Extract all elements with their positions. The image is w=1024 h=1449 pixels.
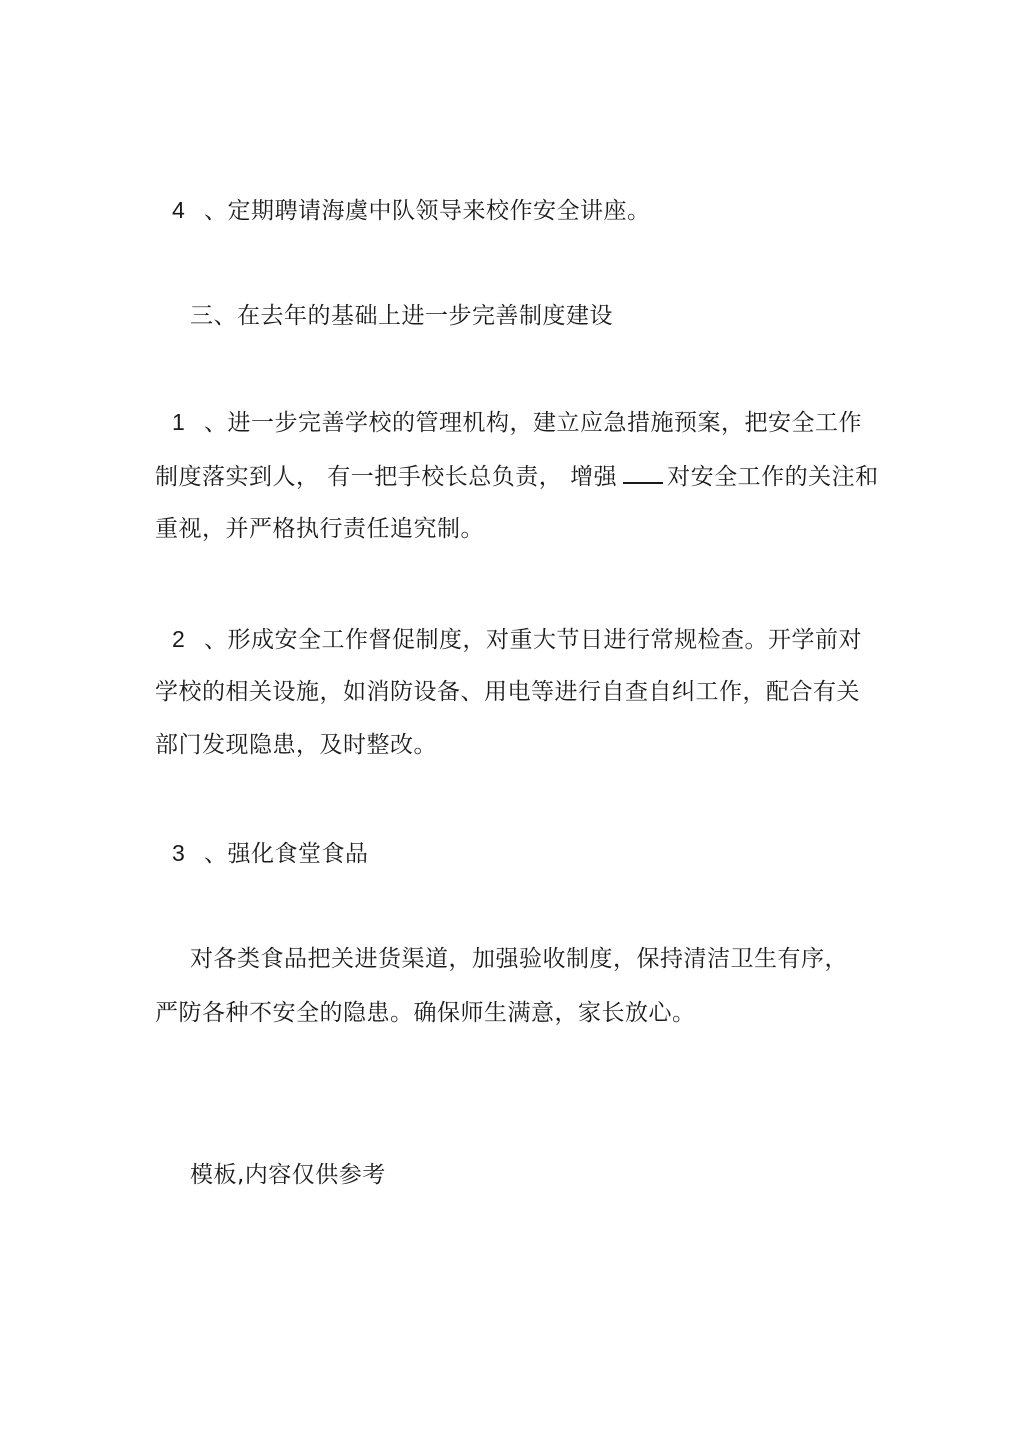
item-2-line-3: 部门发现隐患，及时整改。 <box>155 732 437 758</box>
item-2-line-2: 学校的相关设施，如消防设备、用电等进行自查自纠工作，配合有关 <box>155 679 860 705</box>
item-1-number: 1 <box>172 409 186 435</box>
item-3-text: 、强化食堂食品 <box>204 841 369 867</box>
item-2-number: 2 <box>172 626 186 652</box>
item-1-text-2a: 制度落实到人， 有一把手校长总负责， 增强 <box>155 464 618 490</box>
section-3-heading: 三、在去年的基础上进一步完善制度建设 <box>190 303 613 329</box>
item-1-text-2b: 对安全工作的关注和 <box>667 464 879 490</box>
fill-in-blank <box>623 462 663 484</box>
item-3-line <box>172 838 369 869</box>
item-1-line-1 <box>172 407 862 438</box>
food-paragraph-line-1: 对各类食品把关进货渠道，加强验收制度，保持清洁卫生有序， <box>190 946 848 972</box>
item-4-text: 、定期聘请海虞中队领导来校作安全讲座。 <box>204 198 651 224</box>
footer-note: 模板,内容仅供参考 <box>190 1162 386 1188</box>
item-1-line-2 <box>155 462 879 492</box>
item-2-text-1: 、形成安全工作督促制度，对重大节日进行常规检查。开学前对 <box>204 627 862 653</box>
item-2-line-1 <box>172 624 862 655</box>
item-1-line-3: 重视，并严格执行责任追究制。 <box>155 516 484 542</box>
food-paragraph-line-2: 严防各种不安全的隐患。确保师生满意，家长放心。 <box>155 1000 696 1026</box>
item-1-text-1: 、进一步完善学校的管理机构，建立应急措施预案，把安全工作 <box>204 410 862 436</box>
item-4-number: 4 <box>172 197 186 223</box>
item-4-line <box>172 195 651 226</box>
item-3-number: 3 <box>172 840 186 866</box>
